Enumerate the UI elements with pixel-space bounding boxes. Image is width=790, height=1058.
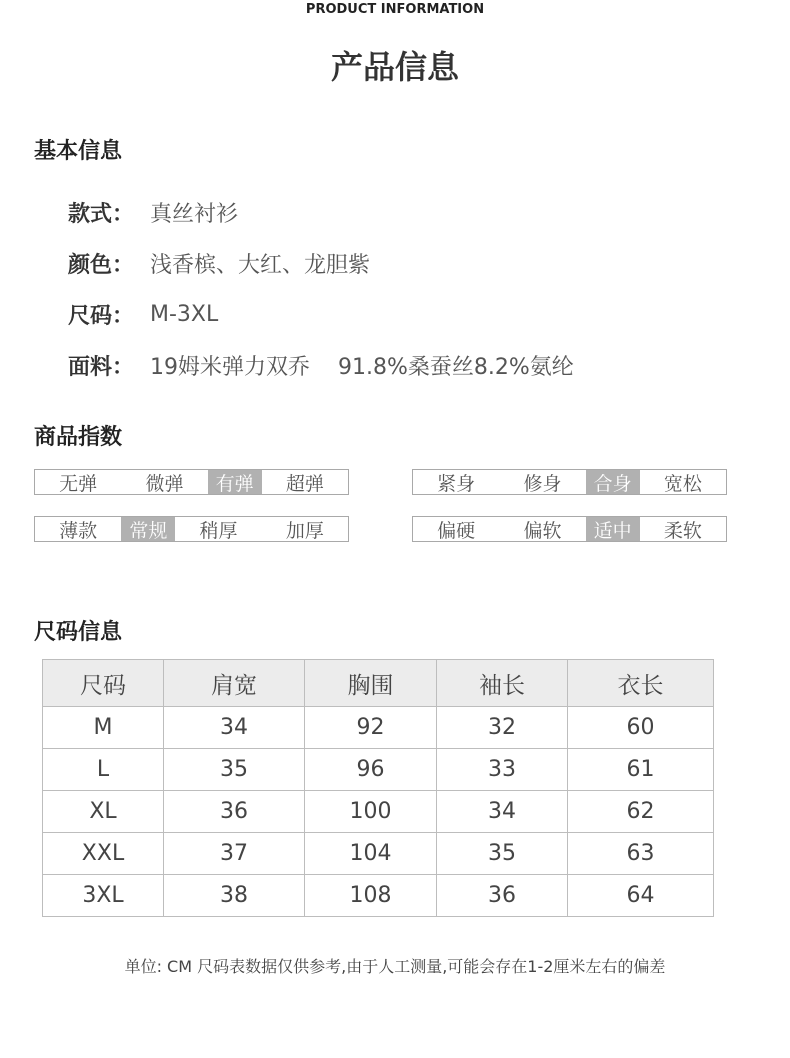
index-option: 微弹 (145, 472, 184, 495)
size-footnote: 单位: CM 尺码表数据仅供参考,由于人工测量,可能会存在1-2厘米左右的偏差 (124, 957, 666, 976)
table-cell: 104 (305, 833, 437, 875)
index-option: 无弹 (59, 472, 98, 495)
index-softness (412, 516, 727, 542)
table-cell: XXL (43, 833, 164, 875)
table-row (43, 749, 714, 791)
info-row-fabric (68, 348, 574, 382)
table-cell: 63 (568, 833, 714, 875)
table-cell: 64 (568, 875, 714, 917)
info-label: 颜色： (68, 252, 135, 278)
table-cell: 36 (437, 875, 568, 917)
table-cell: 61 (568, 749, 714, 791)
table-cell: 92 (305, 707, 437, 749)
info-value: 浅香槟、大红、龙胆紫 (150, 252, 371, 278)
table-cell: 35 (437, 833, 568, 875)
info-row-color (68, 246, 370, 280)
info-label: 面料： (68, 354, 135, 380)
table-row (43, 875, 714, 917)
table-cell: L (43, 749, 164, 791)
index-option: 偏软 (523, 519, 562, 542)
info-value: 真丝衬衫 (150, 201, 239, 227)
table-cell: 35 (164, 749, 305, 791)
info-label: 尺码： (68, 303, 135, 329)
column-header: 胸围 (305, 660, 437, 707)
index-option: 紧身 (437, 472, 476, 495)
index-option-selected: 常规 (121, 517, 175, 541)
table-cell: 32 (437, 707, 568, 749)
index-option: 薄款 (59, 519, 98, 542)
table-cell: 108 (305, 875, 437, 917)
table-cell: 100 (305, 791, 437, 833)
table-cell: 38 (164, 875, 305, 917)
size-info-title: 尺码信息 (34, 620, 123, 645)
index-fit (412, 469, 727, 495)
info-row-style (68, 195, 238, 229)
index-option: 宽松 (663, 472, 702, 495)
index-option-selected: 合身 (586, 470, 640, 494)
basic-info-title: 基本信息 (34, 139, 123, 164)
size-table (42, 659, 714, 917)
index-option: 柔软 (663, 519, 702, 542)
table-cell: 37 (164, 833, 305, 875)
index-option: 偏硬 (437, 519, 476, 542)
index-option: 修身 (523, 472, 562, 495)
table-row (43, 833, 714, 875)
table-row (43, 791, 714, 833)
product-index-title: 商品指数 (34, 425, 123, 450)
index-elasticity (34, 469, 349, 495)
table-cell: 36 (164, 791, 305, 833)
table-cell: 3XL (43, 875, 164, 917)
table-cell: XL (43, 791, 164, 833)
table-cell: 62 (568, 791, 714, 833)
index-option-selected: 适中 (586, 517, 640, 541)
column-header: 衣长 (568, 660, 714, 707)
table-cell: M (43, 707, 164, 749)
info-label: 款式： (68, 201, 135, 227)
info-value: 19姆米弹力双乔 91.8%桑蚕丝8.2%氨纶 (150, 354, 574, 380)
table-cell: 60 (568, 707, 714, 749)
index-option-selected: 有弹 (208, 470, 262, 494)
index-option: 加厚 (285, 519, 324, 542)
table-cell: 96 (305, 749, 437, 791)
table-row (43, 707, 714, 749)
index-thickness (34, 516, 349, 542)
table-cell: 34 (164, 707, 305, 749)
page-title: 产品信息 (330, 48, 459, 86)
table-cell: 34 (437, 791, 568, 833)
index-option: 稍厚 (199, 519, 238, 542)
table-cell: 33 (437, 749, 568, 791)
column-header: 肩宽 (164, 660, 305, 707)
index-option: 超弹 (285, 472, 324, 495)
info-row-size (68, 297, 218, 331)
table-header-row (43, 660, 714, 707)
column-header: 尺码 (43, 660, 164, 707)
header-english-title: PRODUCT INFORMATION (305, 2, 485, 17)
column-header: 袖长 (437, 660, 568, 707)
info-value: M-3XL (150, 301, 219, 327)
